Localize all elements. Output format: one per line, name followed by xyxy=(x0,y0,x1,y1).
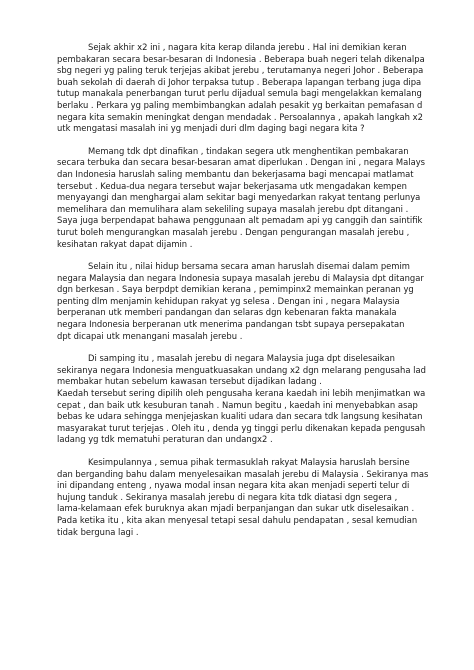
text-line: Sejak akhir x2 ini , nagara kita kerap dilanda jerebu . Hal ini demikian keran xyxy=(88,42,407,52)
text-line: bebas ke udara sehingga menjejaskan kualiti udara dan secara tdk langsung kesihatan xyxy=(57,411,423,422)
text-line: ladang yg tdk mematuhi peraturan dan undangx2 . xyxy=(57,434,273,445)
text-line: dgn berkesan . Saya berpdpt demikian kerana , pemimpinx2 memainkan peranan yg xyxy=(57,284,414,295)
text-line: pembakaran secara besar-besaran di Indonesia . Beberapa buah negeri telah dikenalpa xyxy=(57,53,425,64)
text-line: negara Malaysia dan negara Indonesia supaya masalah jerebu di Malaysia dpt ditangar xyxy=(57,272,424,283)
essay-page xyxy=(57,42,474,549)
text-line: sbg negeri yg paling teruk terjejas akibat jerebu , terutamanya negeri Johor . Beberapa xyxy=(57,65,424,76)
text-line: utk mengatasi masalah ini yg menjadi duri dlm daging bagi negara kita ? xyxy=(57,123,365,134)
text-line: ini dipandang enteng , nyawa modal insan negara kita akan menjadi seperti telur di xyxy=(57,480,410,491)
text-line: Kaedah tersebut sering dipilih oleh pengusaha kerana kaedah ini lebih menjimatkan wa xyxy=(57,388,426,399)
paragraph-2 xyxy=(57,146,474,250)
text-line: Kesimpulannya , semua pihak termasuklah rakyat Malaysia haruslah bersine xyxy=(88,457,410,467)
text-line: turut boleh mengurangkan masalah jerebu . Dengan pengurangan masalah jerebu , xyxy=(57,226,410,237)
text-line: membakar hutan sebelum kawasan tersebut dijadikan ladang . xyxy=(57,376,322,387)
paragraph-1 xyxy=(57,42,474,135)
text-line: lama-kelamaan efek buruknya akan mjadi berpanjangan dan sukar utk diselesaikan . xyxy=(57,503,415,514)
text-line: berlaku . Perkara yg paling membimbangkan adalah pesakit yg berkaitan pemafasan d xyxy=(57,99,423,110)
text-line: sekiranya negara Indonesia menguatkuasakan undang x2 dgn melarang pengusaha lad xyxy=(57,364,426,375)
text-line: dan Indonesia haruslah saling membantu dan bekerjasama bagi mencapai matlamat xyxy=(57,168,414,179)
text-line: dan berganding bahu dalam menyelesaikan masalah jerebu di Malaysia . Sekiranya mas xyxy=(57,468,429,479)
text-line: penting dlm menjamin kehidupan rakyat yg selesa . Dengan ini , negara Malaysia xyxy=(57,295,400,306)
text-line: berperanan utk memberi pandangan dan selaras dgn kebenaran fakta manakala xyxy=(57,307,397,318)
text-line: tersebut . Kedua-dua negara tersebut wajar bekerjasama utk mengadakan kempen xyxy=(57,180,407,191)
text-line: secara terbuka dan secara besar-besaran amat diperlukan . Dengan ini , negara Malays xyxy=(57,157,426,168)
text-line: memelihara dan memulihara alam sekeliling supaya masalah jerebu dpt ditangani . xyxy=(57,203,409,214)
text-line: Di samping itu , masalah jerebu di negara Malaysia juga dpt diselesaikan xyxy=(88,353,395,364)
text-line: masyarakat turut terjejas . Oleh itu , denda yg tinggi perlu dikenakan kepada pengusah xyxy=(57,422,426,433)
text-line: Saya juga berpendapat bahawa penggunaan alt pemadam api yg canggih dan saintifik xyxy=(57,215,423,226)
text-line: tidak berguna lagi . xyxy=(57,526,139,537)
paragraph-5 xyxy=(57,457,474,538)
paragraph-3 xyxy=(57,261,474,342)
text-line: buah sekolah di daerah di Johor terpaksa tutup . Beberapa lapangan terbang juga dipa xyxy=(57,76,422,87)
text-line: menyayangi dan menghargai alam sekitar bagi menyedarkan rakyat tentang perlunya xyxy=(57,192,421,203)
text-line: kesihatan rakyat dapat dijamin . xyxy=(57,238,193,249)
text-line: negara kita semakin meningkat dengan mendadak . Persoalannya , apakah langkah x2 xyxy=(57,111,423,122)
text-line: dpt dicapai utk menangani masalah jerebu . xyxy=(57,330,243,341)
text-line: negara Indonesia berperanan utk menerima pandangan tsbt supaya persepakatan xyxy=(57,319,405,330)
text-line: Selain itu , nilai hidup bersama secara aman haruslah disemai dalam pemim xyxy=(88,261,410,272)
text-line: hujung tanduk . Sekiranya masalah jerebu di negara kita tdk diatasi dgn segera , xyxy=(57,491,398,502)
text-line: tutup manakala penerbangan turut perlu dijadual semula bagi mengelakkan kemalang xyxy=(57,88,422,99)
text-line: Memang tdk dpt dinafikan , tindakan segera utk menghentikan pembakaran xyxy=(88,145,409,156)
paragraph-4 xyxy=(57,353,474,446)
text-line: cepat , dan baik utk kesuburan tanah . Namun begitu , kaedah ini menyebabkan asap xyxy=(57,399,418,410)
text-line: Pada ketika itu , kita akan menyesal tetapi sesal dahulu pendapatan , sesal kemudian xyxy=(57,514,418,525)
